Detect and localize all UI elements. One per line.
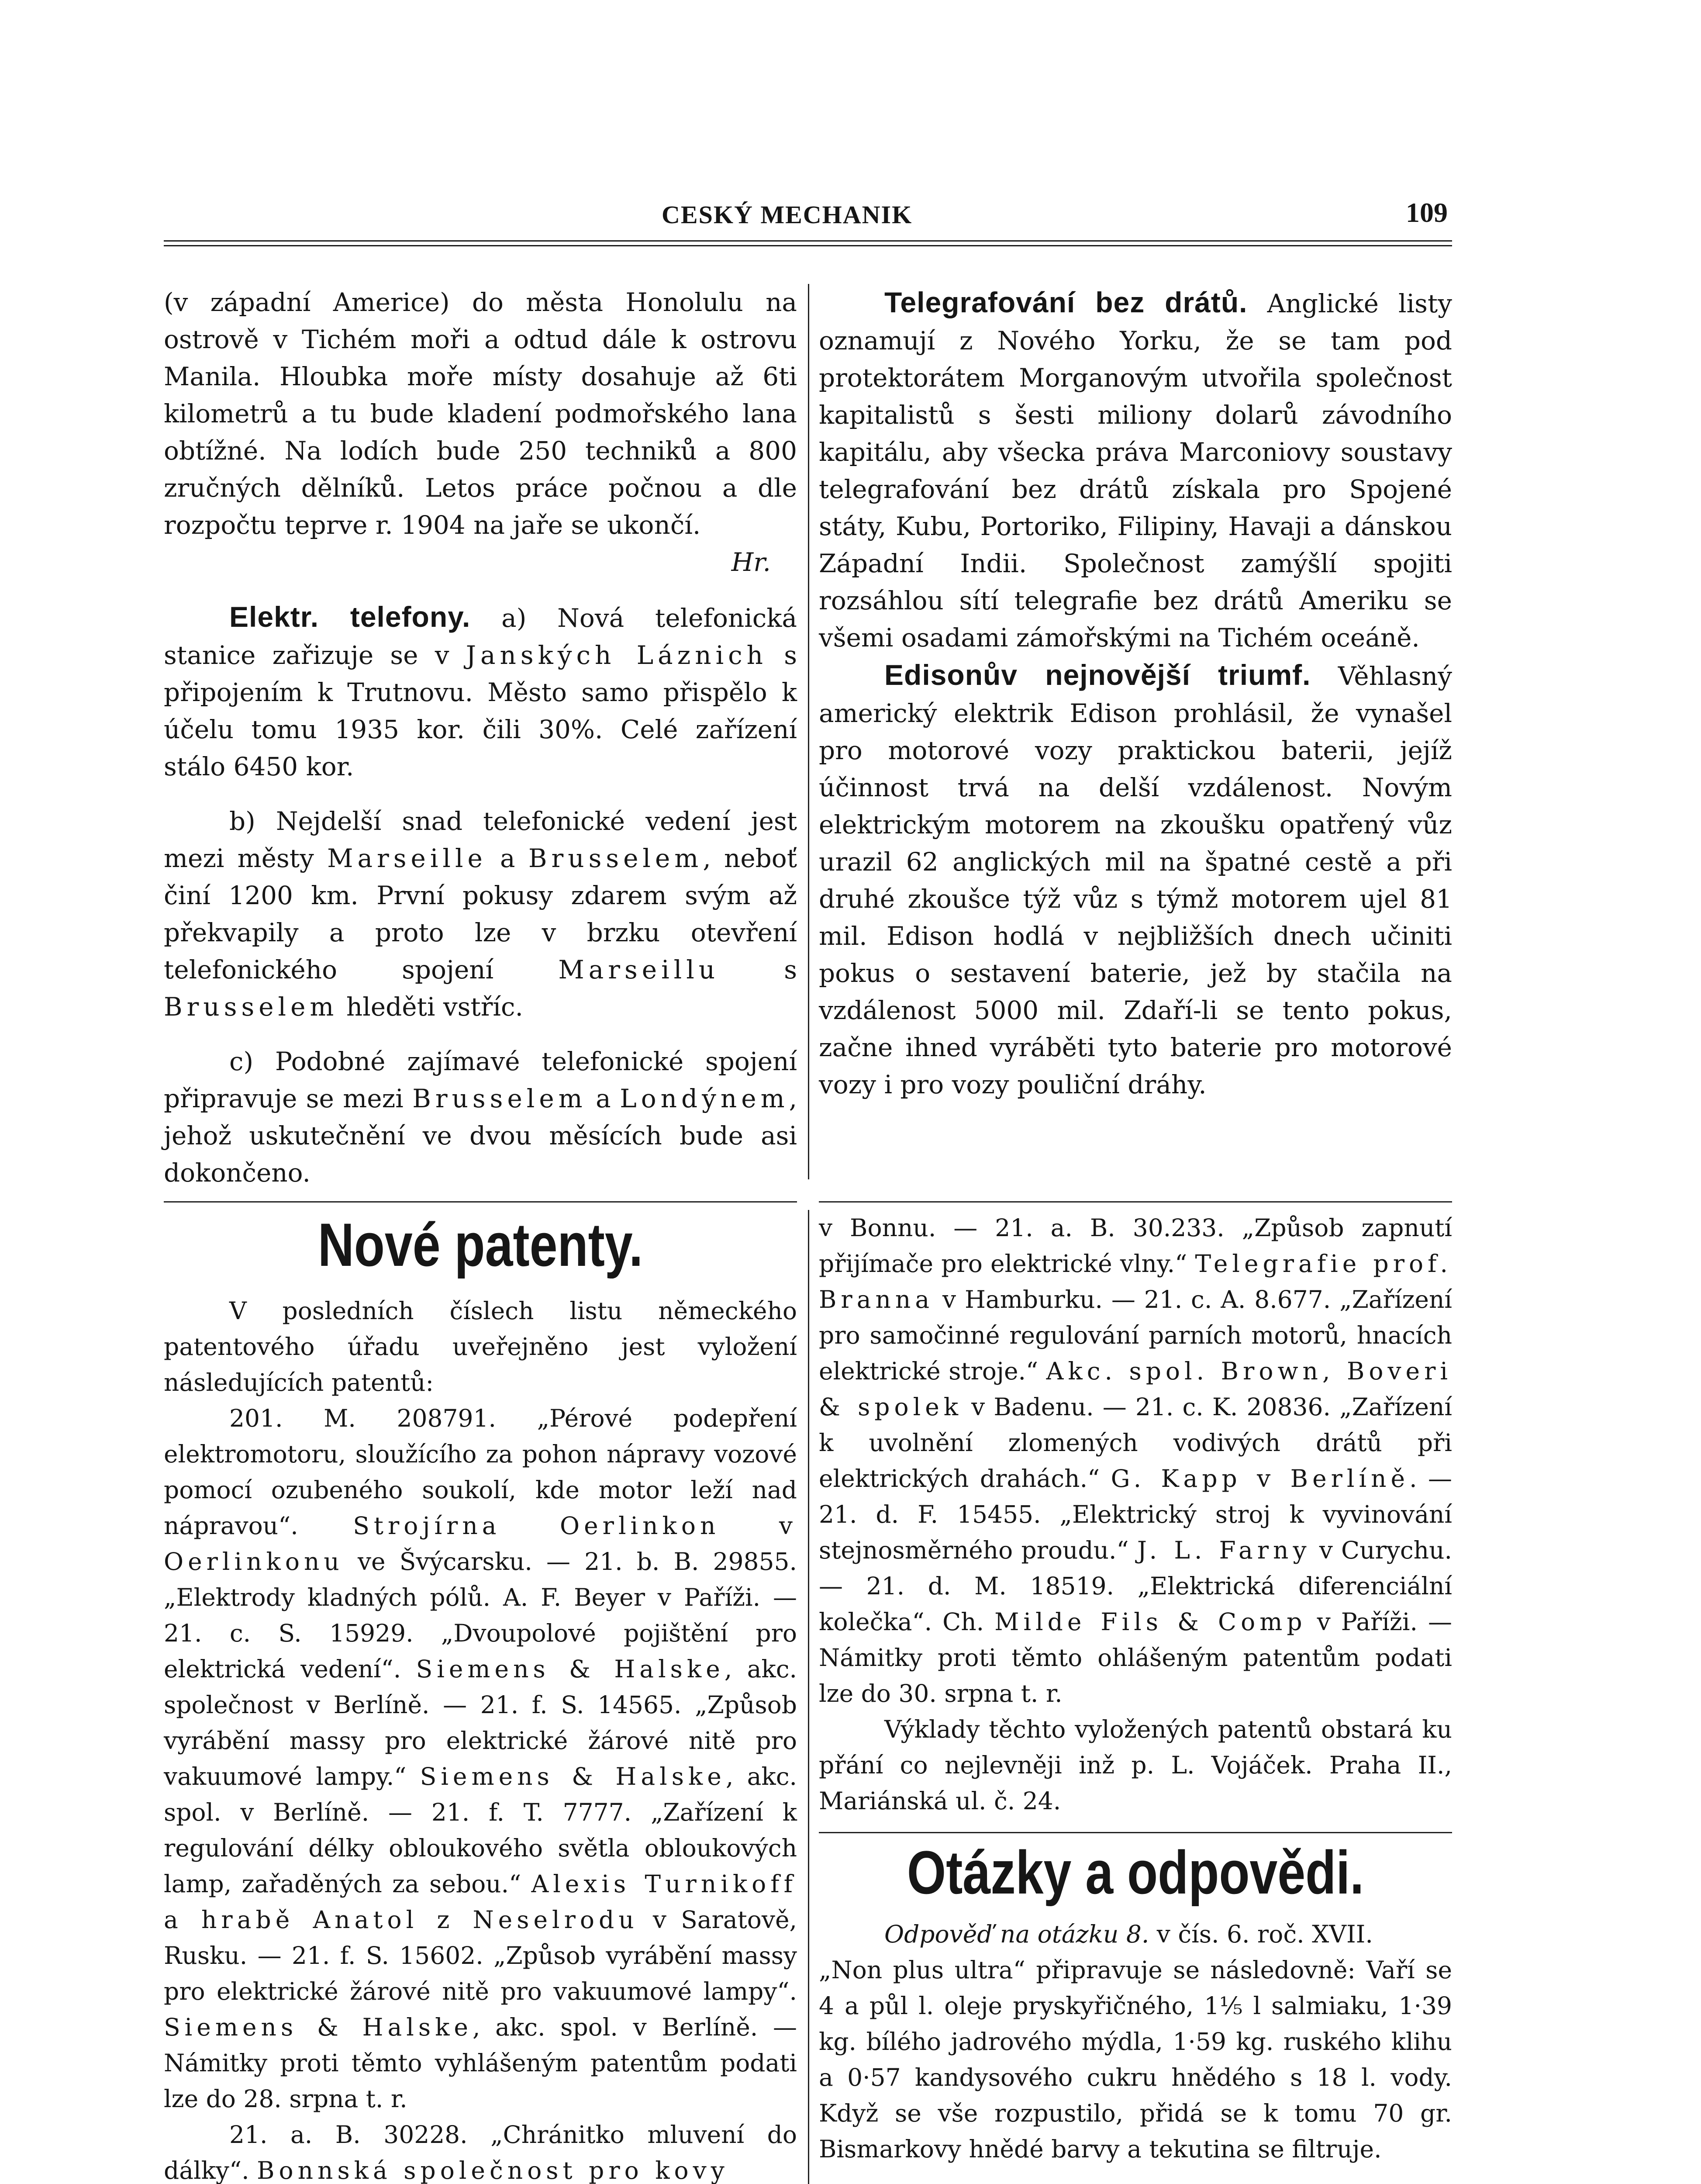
telephones-heading: Elektr. telefony.	[229, 601, 471, 633]
top-right-column	[819, 284, 1452, 1103]
edison-article: Edisonův nejnovější triumf. Věhlasný americký elektrik Edison prohlásil, že vynašel pro motorové vozy praktickou baterii, jejíž účinnost trvá na delší vzdálenost. Novým elektrickým motorem na zkoušku opatřený vůz urazil 62 anglických mil na špatné cestě a při druhé zkoušce týž vůz s týmž motorem ujel 81 mil. Edison hodlá v nejbližších dnech učiniti pokus o sestavení baterie, jež by stačila na vzdálenost 5000 mil. Zdaří-li se tento pokus, začne ihned vyráběti tyto baterie pro motorové vozy i pro vozy pouliční dráhy.	[819, 659, 1452, 1099]
edison-heading: Edisonův nejnovější triumf.	[884, 659, 1311, 691]
qa-title: Otázky a odpovědi.	[907, 1838, 1364, 1907]
qa-rule	[819, 1832, 1452, 1833]
patent-entries-continued: v Bonnu. — 21. a. B. 30.233. „Způsob zapnutí přijímače pro elektrické vlny.“ Telegrafie prof. Branna v Hamburku. — 21. c. A. 8.677. „Zařízení pro samočinné regulování parních motorů, hnacích elektrické stroje.“ Akc. spol. Brown, Boveri & spolek v Badenu. — 21. c. K. 20836. „Zařízení k uvolnění zlomených vodivých drátů při elektrických drahách.“ G. Kapp v Berlíně. — 21. d. F. 15455. „Elektrický stroj k vyvinování stejnosměrného proudu.“ J. L. Farny v Curychu. — 21. d. M. 18519. „Elektrická diferenciální kolečka“. Ch. Milde Fils & Comp v Paříži. — Námitky proti těmto ohlášeným patentům podati lze do 30. srpna t. r.	[819, 1214, 1452, 1707]
bottom-column-divider	[808, 1210, 809, 2184]
top-column-divider	[808, 284, 809, 1179]
patents-title: Nové patenty.	[317, 1210, 643, 1279]
section-rule-right	[819, 1201, 1452, 1203]
patent-entry-bonn: 21. a. B. 30228. „Chránitko mluvení do dálky“. Bonnská společnost pro kovy	[164, 2121, 797, 2184]
qa-answer-text: „Non plus ultra“ připravuje se následovně: Vaří se 4 a půl l. oleje pryskyřičného, 1⅕ l salmiaku, 1·39 kg. bílého jadrového mýdla, 1·59 kg. ruského klihu a 0·57 kandysového cukru hnědého s 18 l. vody. Když se vše rozpustilo, přidá se k tomu 70 gr. Bismarkovy hnědé barvy a tekutina se filtruje.	[819, 1956, 1452, 2163]
journal-page	[164, 183, 1452, 2184]
patents-right-column	[819, 1210, 1452, 2167]
qa-answer: Odpověď na otázku 8. v čís. 6. roč. XVII.	[884, 1920, 1373, 1948]
telephones-article-b: b) Nejdelší snad telefonické vedení jest mezi městy Marseille a Brusselem, neboť činí 1200 km. První pokusy zdarem svým až překvapily a proto lze v brzku otevření telefonického spojení Marseillu s Brusselem hleděti vstříc.	[164, 806, 797, 1022]
cable-article: (v západní Americe) do města Honolulu na ostrově v Tichém moři a odtud dále k ostrovu Manila. Hloubka moře místy dosahuje až 6ti kilometrů a tu bude kladení podmořského lana obtížné. Na lodích bude 250 techniků a 800 zručných dělníků. Letos práce počnou a dle rozpočtu teprve r. 1904 na jaře se ukončí. Hr.	[164, 284, 797, 581]
patents-intro: V posledních číslech listu německého patentového úřadu uveřejněno jest vyložení následujících patentů:	[164, 1297, 797, 1396]
section-rule-left	[164, 1201, 797, 1203]
telephones-article-a: Elektr. telefony. a) Nová telefonická stanice zařizuje se v Janských Láznich s připojením k Trutnovu. Město samo přispělo k účelu tomu 1935 kor. čili 30%. Celé zařízení stálo 6450 kor.	[164, 601, 797, 781]
patent-entries: 201. M. 208791. „Pérové podepření elektromotoru, sloužícího za pohon nápravy vozové pomocí ozubeného soukolí, kde motor leží nad nápravou“. Strojírna Oerlinkon v Oerlinkonu ve Švýcarsku. — 21. b. B. 29855. „Elektrody kladných pólů. A. F. Beyer v Paříži. — 21. c. S. 15929. „Dvoupolové pojištění pro elektrická vedení“. Siemens & Halske, akc. společnost v Berlíně. — 21. f. S. 14565. „Způsob vyrábění massy pro elektrické žárové nitě pro vakuumové lampy.“ Siemens & Halske, akc. spol. v Berlíně. — 21. f. T. 7777. „Zařízení k regulování délky obloukového světla obloukových lamp, zařaděných za sebou.“ Alexis Turnikoff a hrabě Anatol z Neselrodu v Saratově, Rusku. — 21. f. S. 15602. „Způsob vyrábění massy pro elektrické žárové nitě pro vakuumové lampy“. Siemens & Halske, akc. spol. v Berlíně. — Námitky proti těmto vyhlášeným patentům podati lze do 28. srpna t. r.	[164, 1404, 797, 2113]
patent-inquiries: Výklady těchto vyložených patentů obstará ku přání co nejlevněji inž p. L. Vojáček. Praha II., Mariánská ul. č. 24.	[819, 1715, 1452, 1815]
telegraphy-heading: Telegrafování bez drátů.	[884, 286, 1248, 318]
running-title: CESKÝ MECHANIK	[662, 200, 913, 229]
telephones-article-c: c) Podobné zajímavé telefonické spojení připravuje se mezi Brusselem a Londýnem, jehož uskutečnění ve dvou měsících bude asi dokončeno.	[164, 1047, 797, 1188]
header-rule	[164, 240, 1452, 246]
telegraphy-article: Telegrafování bez drátů. Anglické listy oznamují z Nového Yorku, že se tam pod protektorátem Morganovým utvořila společnost kapitalistů s šesti miliony dolarů závodního kapitálu, aby všecka práva Marconiovy soustavy telegrafování bez drátů získala pro Spojené státy, Kubu, Portoriko, Filipiny, Havaji a dánskou Západní Indii. Společnost zamýšlí spojiti rozsáhlou sítí telegrafie bez drátů Ameriku se všemi osadami zámořskými na Tichém oceáně.	[819, 286, 1452, 653]
page-header	[164, 183, 1452, 236]
page-number: 109	[1406, 197, 1448, 228]
patents-left-column	[164, 1210, 797, 2184]
top-left-column	[164, 284, 797, 1192]
author-signature: Hr.	[731, 547, 771, 577]
